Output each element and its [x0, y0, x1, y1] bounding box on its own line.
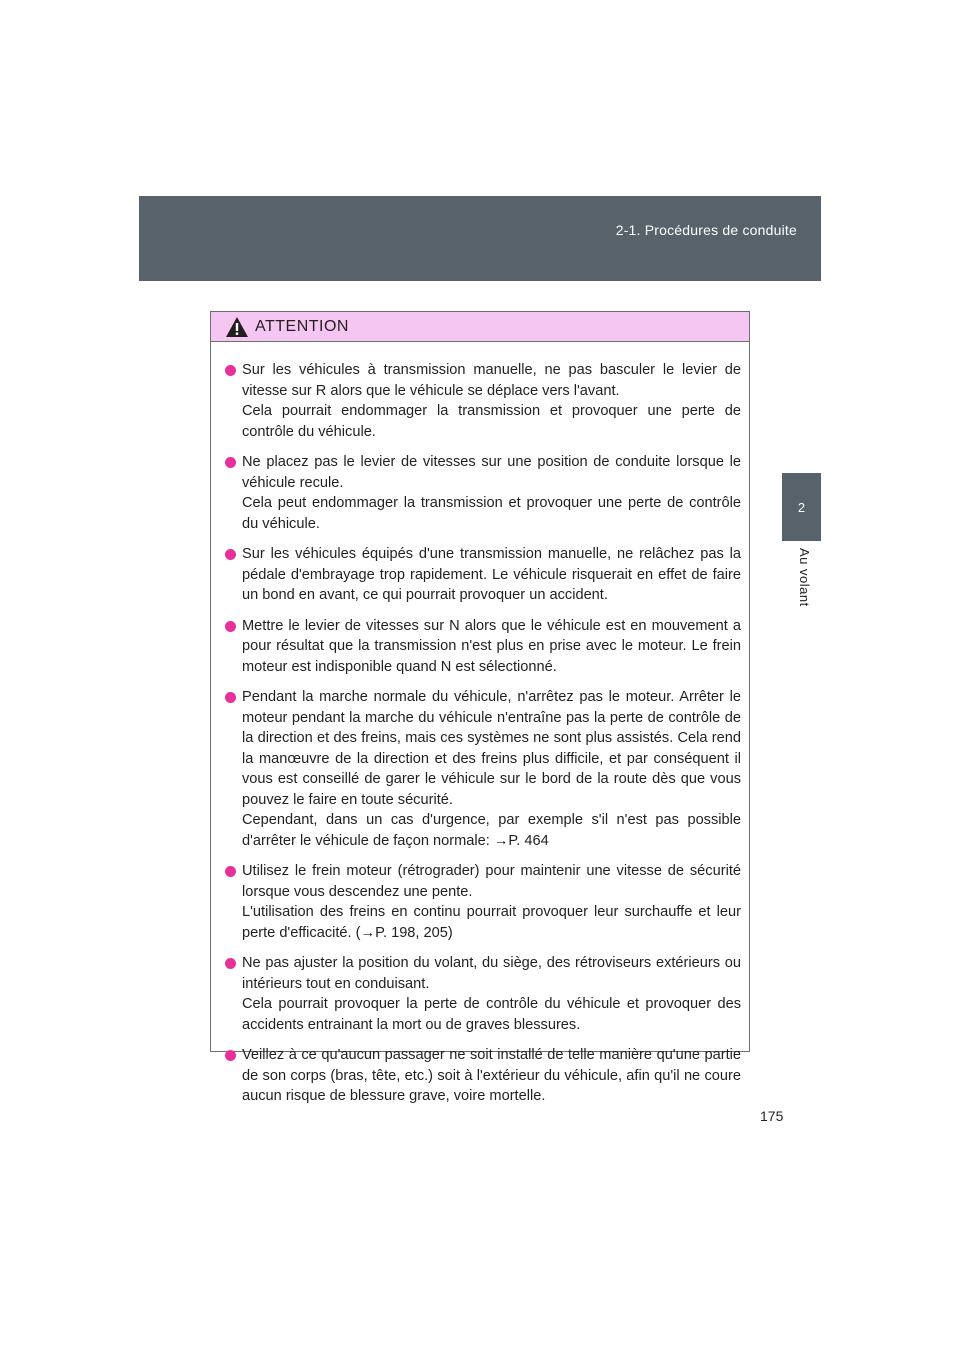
bullet-icon — [225, 958, 236, 969]
warning-paragraph: Cela pourrait endommager la transmission et provoquer une perte de contrôle du véhicule. — [242, 403, 741, 440]
warning-paragraph: Sur les véhicules à transmission manuelle, ne pas basculer le levier de vitesse sur R alors que le véhicule se déplace vers l'avant. — [242, 362, 741, 399]
warning-paragraph: Utilisez le frein moteur (rétrograder) pour maintenir une vitesse de sécurité lorsque vous descendez une pente. — [242, 863, 741, 900]
chapter-label: Au volant — [797, 548, 812, 607]
section-title: 2-1. Procédures de conduite — [615, 222, 797, 238]
warning-header — [211, 312, 749, 342]
warning-paragraph: Veillez à ce qu'aucun passager ne soit installé de telle manière qu'une partie de son corps (bras, tête, etc.) soit à l'extérieur du véhicule, afin qu'il ne coure aucun risque de blessure grave, voire mortelle. — [242, 1047, 741, 1104]
warning-item — [225, 544, 741, 606]
bullet-icon — [225, 621, 236, 632]
warning-triangle-icon — [225, 316, 249, 338]
bullet-icon — [225, 692, 236, 703]
header-band — [139, 196, 821, 281]
warning-item — [225, 1045, 741, 1107]
warning-title: ATTENTION — [255, 317, 349, 335]
bullet-icon — [225, 1050, 236, 1061]
bullet-icon — [225, 365, 236, 376]
warning-item — [225, 452, 741, 534]
warning-item — [225, 953, 741, 1035]
warning-item — [225, 616, 741, 678]
page-number: 175 — [760, 1108, 784, 1124]
warning-paragraph: Ne pas ajuster la position du volant, du siège, des rétroviseurs extérieurs ou intérieurs tout en conduisant. — [242, 955, 741, 992]
warning-paragraph: Pendant la marche normale du véhicule, n'arrêtez pas le moteur. Arrêter le moteur pendant la marche du véhicule n'entraîne pas la perte de contrôle de la direction et des freins, mais ces systèmes ne sont plus assistés. Cela rend la manœuvre de la direction et des freins plus difficile, et par conséquent il vous est conseillé de garer le véhicule sur le bord de la route dès que vous pouvez le faire en toute sécurité. — [242, 689, 741, 808]
bullet-icon — [225, 549, 236, 560]
warning-paragraph: Sur les véhicules équipés d'une transmission manuelle, ne relâchez pas la pédale d'embrayage trop rapidement. Le véhicule risquerait en effet de faire un bond en avant, ce qui pourrait provoquer un accident. — [242, 546, 741, 603]
warning-item — [225, 687, 741, 851]
warning-paragraph: Cependant, dans un cas d'urgence, par exemple s'il n'est pas possible d'arrêter le véhicule de façon normale: →P. 464 — [242, 812, 741, 849]
warning-paragraph: Ne placez pas le levier de vitesses sur une position de conduite lorsque le véhicule recule. — [242, 454, 741, 491]
bullet-icon — [225, 457, 236, 468]
warning-box — [210, 311, 750, 1104]
warning-item — [225, 360, 741, 442]
warning-paragraph: Cela pourrait provoquer la perte de contrôle du véhicule et provoquer des accidents entrainant la mort ou de graves blessures. — [242, 996, 741, 1033]
warning-paragraph: Mettre le levier de vitesses sur N alors que le véhicule est en mouvement a pour résultat que la transmission n'est plus en prise avec le moteur. Le frein moteur est indisponible quand N est sélectionné. — [242, 617, 741, 675]
warning-paragraph: L'utilisation des freins en continu pourrait provoquer leur surchauffe et leur perte d'efficacité. (→P. 198, 205) — [242, 904, 741, 941]
warning-item — [225, 861, 741, 943]
warning-list — [211, 342, 749, 1107]
warning-paragraph: Cela peut endommager la transmission et provoquer une perte de contrôle du véhicule. — [242, 495, 741, 532]
bullet-icon — [225, 866, 236, 877]
chapter-tab: 2 — [782, 473, 821, 541]
